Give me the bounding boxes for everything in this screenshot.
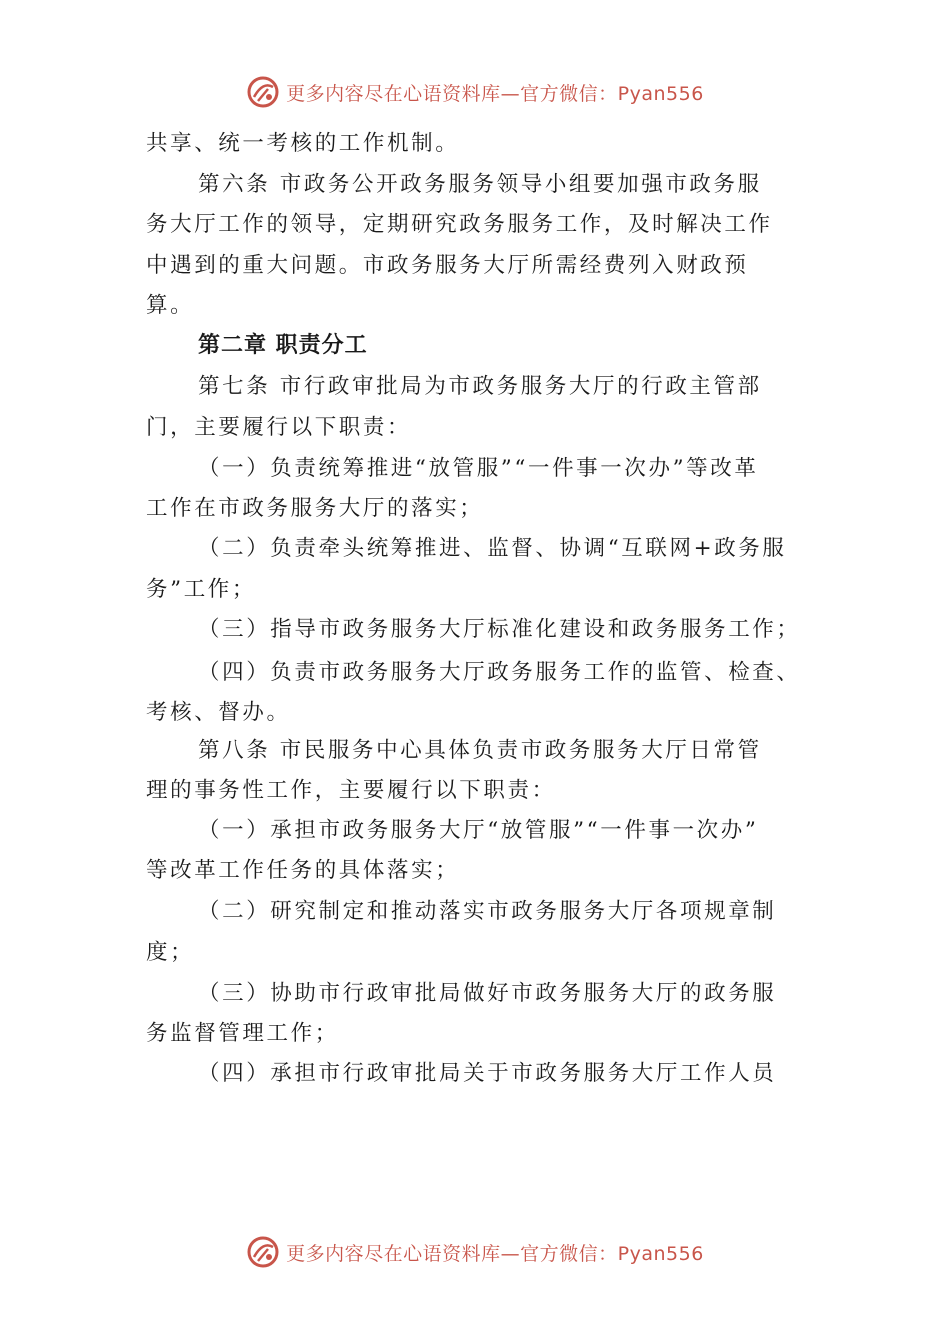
body-line: 共享、统一考核的工作机制。: [146, 131, 460, 156]
list-item: （四）承担市行政审批局关于市政务服务大厅工作人员: [198, 1061, 777, 1086]
body-line: 门，主要履行以下职责：: [146, 415, 412, 440]
body-line: 中遇到的重大问题。市政务服务大厅所需经费列入财政预: [146, 253, 749, 278]
body-line: 务监督管理工作；: [146, 1021, 339, 1046]
body-line: 考核、督办。: [146, 700, 291, 725]
body-line: 度；: [146, 940, 195, 965]
watermark-text: 更多内容尽在心语资料库—官方微信：Pyan556: [286, 1242, 704, 1265]
logo-icon: [246, 75, 280, 109]
list-item: （二）负责牵头统筹推进、监督、协调“互联网+政务服: [198, 536, 787, 561]
watermark-footer: [0, 1232, 950, 1272]
article-8-line: 第八条 市民服务中心具体负责市政务服务大厅日常管: [198, 738, 762, 763]
body-line: 务大厅工作的领导，定期研究政务服务工作，及时解决工作: [146, 212, 773, 237]
body-line: 理的事务性工作，主要履行以下职责：: [146, 778, 556, 803]
list-item: （四）负责市政务服务大厅政务服务工作的监管、检查、: [198, 660, 801, 685]
list-item: （一）承担市政务服务大厅“放管服”“一件事一次办”: [198, 818, 759, 843]
list-item: （二）研究制定和推动落实市政务服务大厅各项规章制: [198, 899, 777, 924]
article-7-line: 第七条 市行政审批局为市政务服务大厅的行政主管部: [198, 374, 762, 399]
body-line: 算。: [146, 293, 195, 318]
logo-icon: [246, 1235, 280, 1269]
body-line: 务”工作；: [146, 577, 256, 602]
list-item: （三）协助市行政审批局做好市政务服务大厅的政务服: [198, 981, 777, 1006]
article-6-line: 第六条 市政务公开政务服务领导小组要加强市政务服: [198, 172, 762, 197]
watermark-header: [0, 72, 950, 112]
body-line: 等改革工作任务的具体落实；: [146, 858, 460, 883]
watermark-text: 更多内容尽在心语资料库—官方微信：Pyan556: [286, 82, 704, 105]
list-item: （一）负责统筹推进“放管服”“一件事一次办”等改革: [198, 456, 759, 481]
list-item: （三）指导市政务服务大厅标准化建设和政务服务工作；: [198, 617, 801, 642]
chapter-heading: 第二章 职责分工: [198, 333, 368, 358]
body-line: 工作在市政务服务大厅的落实；: [146, 496, 484, 521]
